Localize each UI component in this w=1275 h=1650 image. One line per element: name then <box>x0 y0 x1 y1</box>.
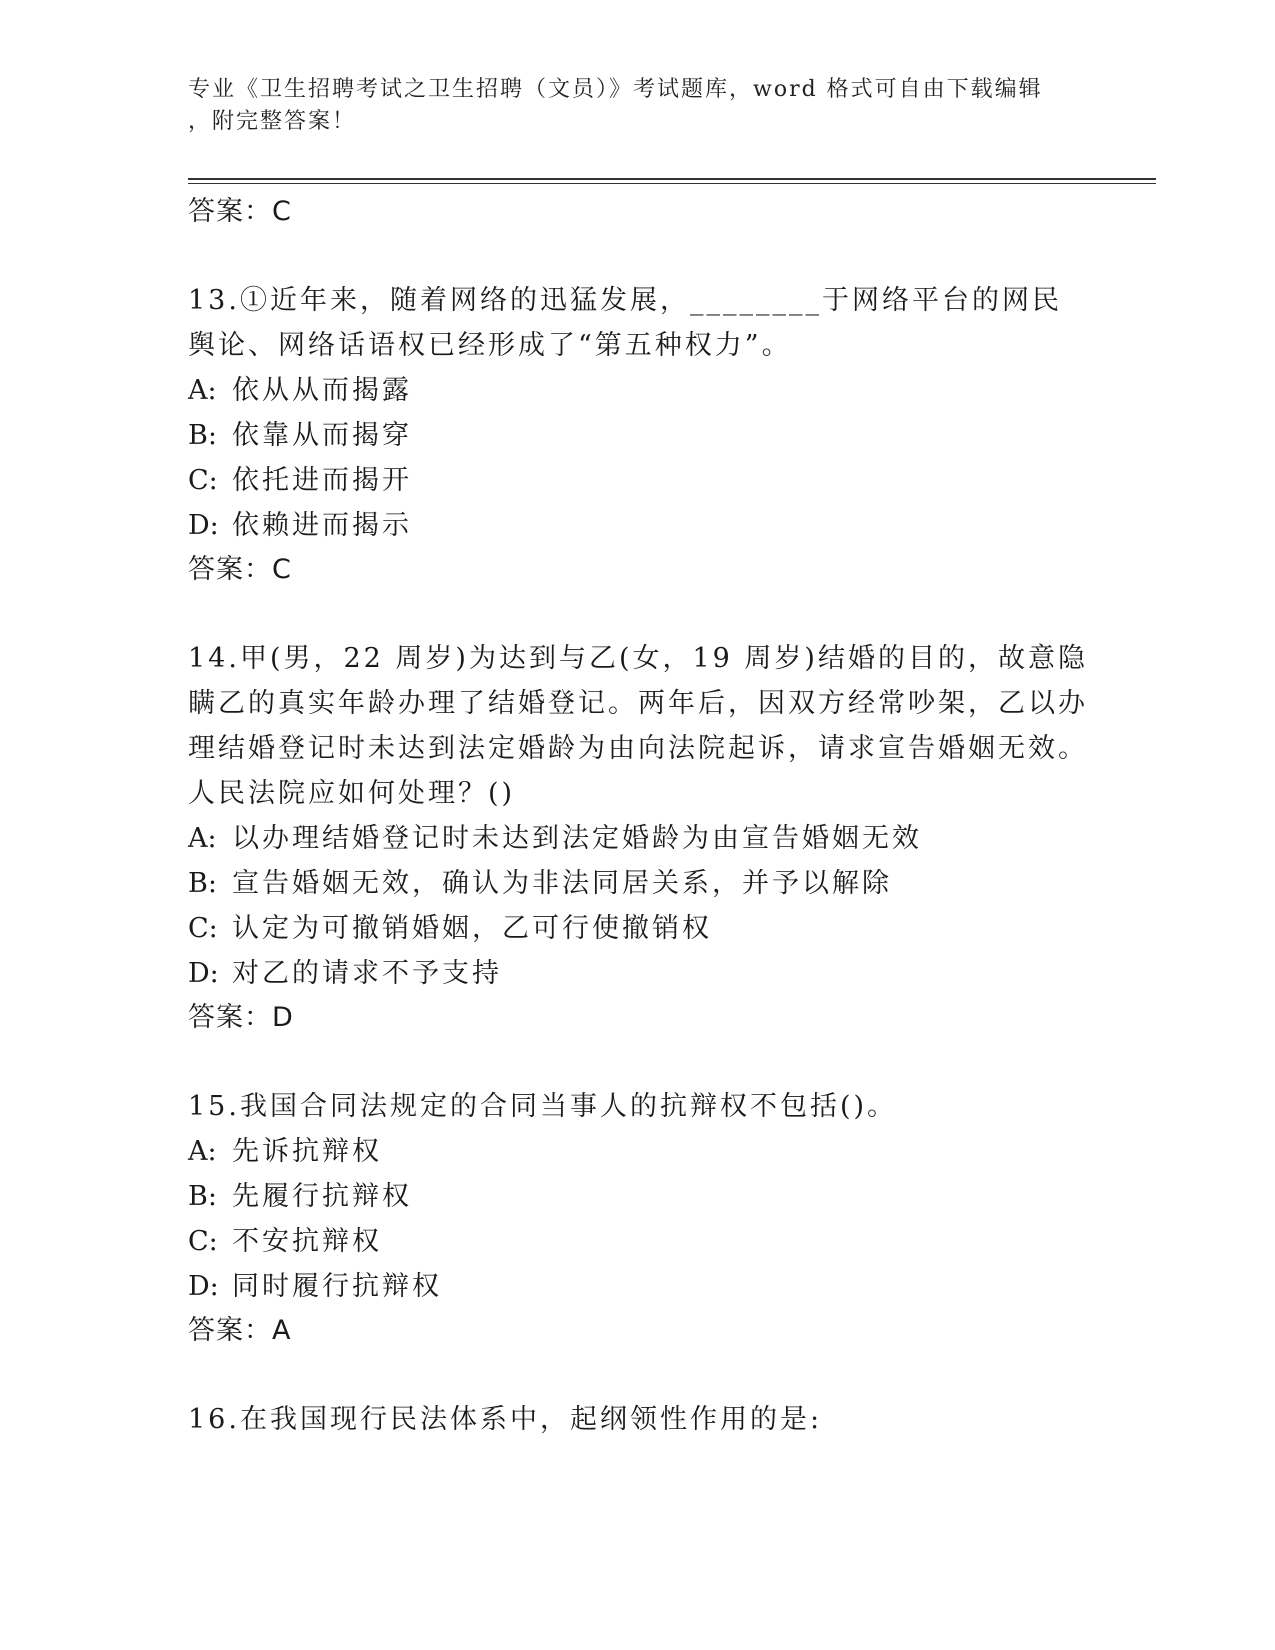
option-text: 同时履行抗辩权 <box>232 1271 442 1302</box>
option-a <box>188 1129 1088 1174</box>
option-letter: B: <box>188 1181 217 1212</box>
option-text: 不安抗辩权 <box>232 1226 382 1257</box>
option-c <box>188 906 1088 951</box>
option-b <box>188 413 1088 458</box>
option-text: 对乙的请求不予支持 <box>232 958 502 989</box>
option-text: 先履行抗辩权 <box>232 1181 412 1212</box>
option-d <box>188 503 1088 548</box>
question-15 <box>188 1084 1088 1353</box>
option-text: 依从从而揭露 <box>232 375 412 406</box>
option-letter: A: <box>188 375 217 406</box>
question-stem: 13.①近年来，随着网络的迅猛发展，________于网络平台的网民舆论、网络话语权已经形成了“第五种权力”。 <box>188 285 1062 361</box>
question-stem: 16.在我国现行民法体系中，起纲领性作用的是: <box>188 1404 823 1435</box>
question-list <box>188 190 1088 1442</box>
option-text: 宣告婚姻无效，确认为非法同居关系，并予以解除 <box>232 868 892 899</box>
option-d <box>188 951 1088 996</box>
option-letter: B: <box>188 868 217 899</box>
option-text: 依托进而揭开 <box>232 465 412 496</box>
option-letter: D: <box>188 1271 219 1302</box>
option-text: 依靠从而揭穿 <box>232 420 412 451</box>
header-divider-thin <box>188 183 1156 184</box>
question-16 <box>188 1397 1088 1442</box>
option-b <box>188 861 1088 906</box>
question-13 <box>188 278 1088 592</box>
answer-line: 答案：C <box>188 196 292 227</box>
document-header <box>188 74 1068 138</box>
option-letter: C: <box>188 913 218 944</box>
option-letter: B: <box>188 420 217 451</box>
header-line-1: 专业《卫生招聘考试之卫生招聘（文员）》考试题库，word 格式可自由下载编辑 <box>188 77 1043 102</box>
header-divider-thick <box>188 178 1156 180</box>
header-line-2: ，附完整答案！ <box>188 109 357 134</box>
option-c <box>188 458 1088 503</box>
option-a <box>188 816 1088 861</box>
option-text: 依赖进而揭示 <box>232 510 412 541</box>
option-b <box>188 1174 1088 1219</box>
option-letter: D: <box>188 510 219 541</box>
option-d <box>188 1264 1088 1309</box>
answer-line: 答案：A <box>188 1315 292 1346</box>
option-letter: A: <box>188 1136 217 1167</box>
option-text: 先诉抗辩权 <box>232 1136 382 1167</box>
option-a <box>188 368 1088 413</box>
option-c <box>188 1219 1088 1264</box>
answer-line: 答案：D <box>188 1002 294 1033</box>
option-text: 认定为可撤销婚姻，乙可行使撤销权 <box>232 913 712 944</box>
option-letter: D: <box>188 958 219 989</box>
option-letter: C: <box>188 1226 218 1257</box>
question-stem: 14.甲(男，22 周岁)为达到与乙(女，19 周岁)结婚的目的，故意隐瞒乙的真实年龄办理了结婚登记。两年后，因双方经常吵架，乙以办理结婚登记时未达到法定婚龄为由向法院起诉，请求宣告婚姻无效。人民法院应如何处理？() <box>188 643 1088 809</box>
option-letter: C: <box>188 465 218 496</box>
answer-line: 答案：C <box>188 554 292 585</box>
question-14 <box>188 636 1088 1040</box>
question-stem: 15.我国合同法规定的合同当事人的抗辩权不包括()。 <box>188 1091 898 1122</box>
option-letter: A: <box>188 823 217 854</box>
option-text: 以办理结婚登记时未达到法定婚龄为由宣告婚姻无效 <box>232 823 922 854</box>
